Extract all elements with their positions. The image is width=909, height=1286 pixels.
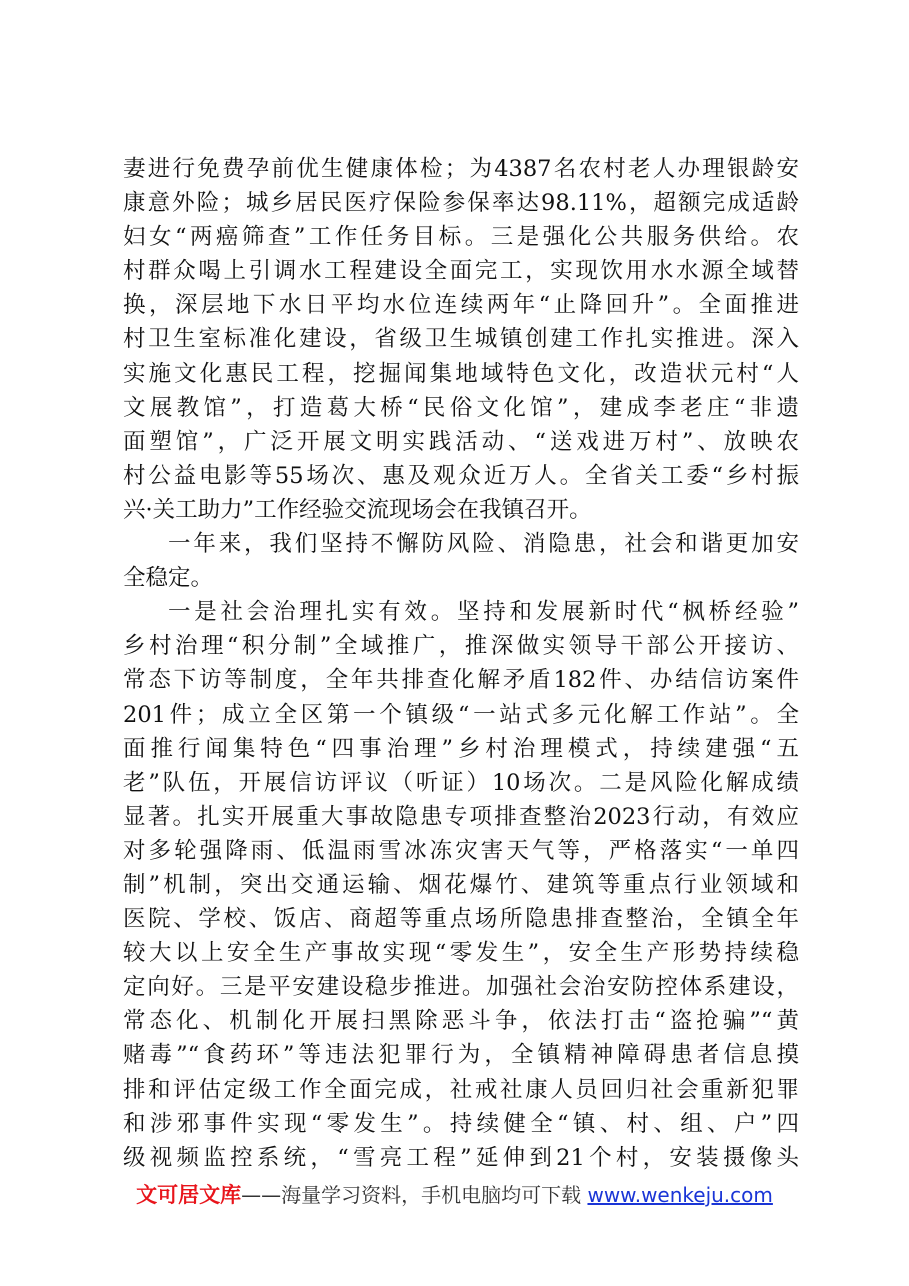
text-line: 常态化、机制化开展扫黑除恶斗争，依法打击“盗抢骗”“黄 (123, 1008, 799, 1035)
text-line: 面推行闻集特色“四事治理”乡村治理模式，持续建强“五 (123, 735, 799, 762)
text-line: 制”机制，突出交通运输、烟花爆竹、建筑等重点行业领域和 (123, 871, 799, 898)
text-line: 常态下访等制度，全年共排查化解矛盾182件、办结信访案件 (123, 667, 799, 694)
text-line: 201件；成立全区第一个镇级“一站式多元化解工作站”。全 (123, 701, 799, 728)
text-line: 全稳定。 (123, 565, 214, 592)
footer-banner (0, 1181, 909, 1209)
paragraph-first-line: 一是社会治理扎实有效。坚持和发展新时代“枫桥经验” (168, 599, 799, 626)
paragraph-first-line: 一年来，我们坚持不懈防风险、消隐患，社会和谐更加安 (168, 531, 799, 558)
text-line: 村公益电影等55场次、惠及观众近万人。全省关工委“乡村振 (123, 462, 799, 489)
text-line: 面塑馆”，广泛开展文明实践活动、“送戏进万村”、放映农 (123, 428, 799, 455)
text-line: 老”队伍，开展信访评议（听证）10场次。二是风险化解成绩 (123, 769, 799, 796)
text-line: 赌毒”“食药环”等违法犯罪行为，全镇精神障碍患者信息摸 (123, 1042, 799, 1069)
text-line: 定向好。三是平安建设稳步推进。加强社会治安防控体系建设， (123, 974, 799, 1001)
footer-slogan: 海量学习资料，手机电脑均可下载 (281, 1183, 582, 1207)
brand-name: 文可居文库 (136, 1183, 242, 1207)
text-line: 显著。扎实开展重大事故隐患专项排查整治2023行动，有效应 (123, 803, 799, 830)
text-line: 文展教馆”，打造葛大桥“民俗文化馆”，建成李老庄“非遗 (123, 394, 799, 421)
text-line: 对多轮强降雨、低温雨雪冰冻灾害天气等，严格落实“一单四 (123, 837, 799, 864)
text-line: 乡村治理“积分制”全域推广，推深做实领导干部公开接访、 (123, 633, 799, 660)
footer-dash: —— (241, 1183, 282, 1207)
text-line: 换，深层地下水日平均水位连续两年“止降回升”。全面推进 (123, 292, 799, 319)
text-line: 康意外险；城乡居民医疗保险参保率达98.11%，超额完成适龄 (123, 190, 799, 217)
text-line: 和涉邪事件实现“零发生”。持续健全“镇、村、组、户”四 (123, 1110, 799, 1137)
text-line: 妻进行免费孕前优生健康体检；为4387名农村老人办理银龄安 (123, 156, 799, 182)
text-line: 排和评估定级工作全面完成，社戒社康人员回归社会重新犯罪 (123, 1076, 799, 1103)
website-link[interactable]: www.wenkeju.com (587, 1183, 773, 1207)
text-line: 村群众喝上引调水工程建设全面完工，实现饮用水水源全域替 (123, 258, 799, 285)
text-line: 医院、学校、饭店、商超等重点场所隐患排查整治，全镇全年 (123, 906, 799, 933)
document-body (123, 152, 799, 1175)
text-line: 实施文化惠民工程，挖掘闻集地域特色文化，改造状元村“人 (123, 360, 799, 387)
text-line: 级视频监控系统，“雪亮工程”延伸到21个村，安装摄像头 (123, 1144, 799, 1171)
text-line: 兴·关工助力”工作经验交流现场会在我镇召开。 (123, 496, 592, 523)
text-line: 较大以上安全生产事故实现“零发生”，安全生产形势持续稳 (123, 940, 799, 967)
text-line: 妇女“两癌筛查”工作任务目标。三是强化公共服务供给。农 (123, 224, 799, 251)
text-line: 村卫生室标准化建设，省级卫生城镇创建工作扎实推进。深入 (123, 326, 799, 353)
